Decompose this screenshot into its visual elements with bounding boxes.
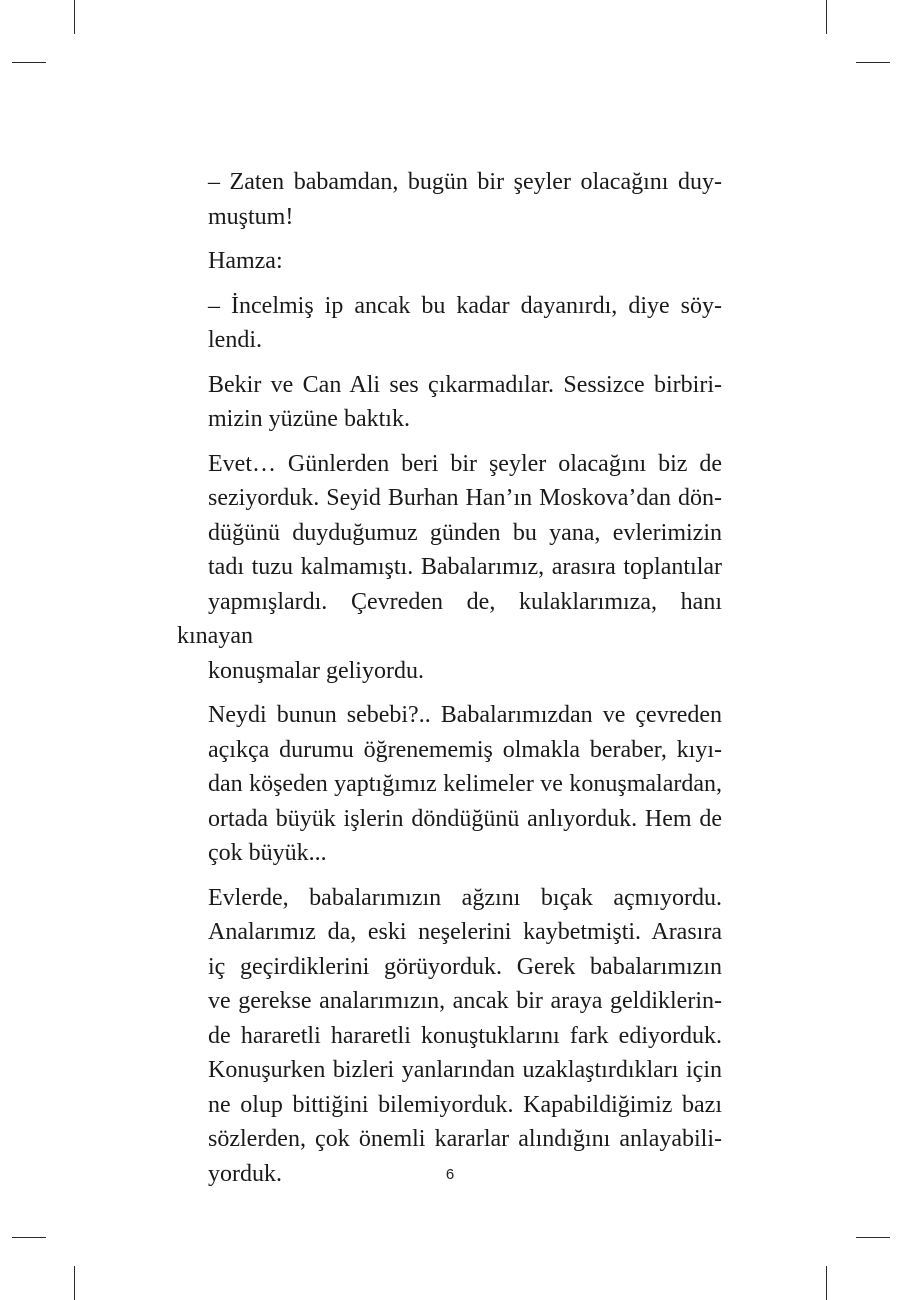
text-line: sözlerden, çok önemli kararlar alındığını anlayabili- (208, 1126, 722, 1152)
text-line: konuşmalar geliyordu. (208, 657, 424, 684)
text-line: – İncelmiş ip ancak bu kadar dayanırdı, diye söy- (208, 292, 722, 319)
text-line: Analarımız da, eski neşelerini kaybetmişti. Arasıra (208, 919, 722, 945)
text-line: lendi. (208, 327, 262, 353)
text-line: çok büyük... (208, 840, 327, 866)
text-line: Neydi bunun sebebi?.. Babalarımızdan ve çevreden (208, 702, 722, 728)
body-text (177, 165, 722, 1201)
paragraph (177, 698, 722, 871)
paragraph (177, 368, 722, 437)
text-line: Evlerde, babalarımızın ağzını bıçak açmıyordu. (208, 884, 722, 911)
paragraph (177, 244, 722, 279)
paragraph (177, 165, 722, 234)
crop-mark-top-right-horizontal (856, 62, 890, 63)
text-line: dan köşeden yaptığımız kelimeler ve konuşmalardan, (208, 771, 722, 797)
text-line: mizin yüzüne baktık. (208, 406, 410, 432)
text-line: açıkça durumu öğrenememiş olmakla beraber, kıyı- (208, 736, 722, 763)
crop-mark-top-right-vertical (826, 0, 827, 34)
text-line: Hamza: (208, 248, 283, 274)
crop-mark-top-left-vertical (74, 0, 75, 34)
text-line: muştum! (208, 203, 294, 230)
text-line: seziyorduk. Seyid Burhan Han’ın Moskova’dan dön- (208, 485, 722, 511)
text-line: iç geçirdiklerini görüyorduk. Gerek babalarımızın (208, 953, 722, 980)
text-line: yorduk. (208, 1160, 282, 1187)
text-line: düğünü duyduğumuz günden bu yana, evlerimizin (208, 519, 722, 546)
page-number: 6 (445, 1166, 455, 1183)
text-line: – Zaten babamdan, bugün bir şeyler olacağını duy- (208, 169, 722, 195)
text-line: Konuşurken bizleri yanlarından uzaklaştırdıkları için (208, 1057, 722, 1083)
paragraph (177, 881, 722, 1192)
text-line: tadı tuzu kalmamıştı. Babalarımız, arasıra toplantılar (208, 554, 722, 580)
crop-mark-bottom-left-vertical (74, 1266, 75, 1300)
paragraph (177, 447, 722, 689)
crop-mark-top-left-horizontal (12, 62, 46, 63)
text-line: de hararetli hararetli konuştuklarını fark ediyorduk. (208, 1022, 722, 1049)
crop-mark-bottom-right-vertical (826, 1266, 827, 1300)
crop-mark-bottom-left-horizontal (12, 1237, 46, 1238)
text-line: ortada büyük işlerin döndüğünü anlıyorduk. Hem de (208, 805, 722, 832)
text-line: yapmışlardı. Çevreden de, kulaklarımıza, hanı kınayan (177, 588, 722, 649)
text-line: ne olup bittiğini bilemiyorduk. Kapabildiğimiz bazı (208, 1091, 722, 1118)
text-line: ve gerekse analarımızın, ancak bir araya geldiklerin- (208, 988, 722, 1014)
text-line: Evet… Günlerden beri bir şeyler olacağını biz de (208, 450, 722, 477)
paragraph (177, 289, 722, 358)
crop-mark-bottom-right-horizontal (856, 1237, 890, 1238)
text-line: Bekir ve Can Ali ses çıkarmadılar. Sessizce birbiri- (208, 371, 722, 398)
